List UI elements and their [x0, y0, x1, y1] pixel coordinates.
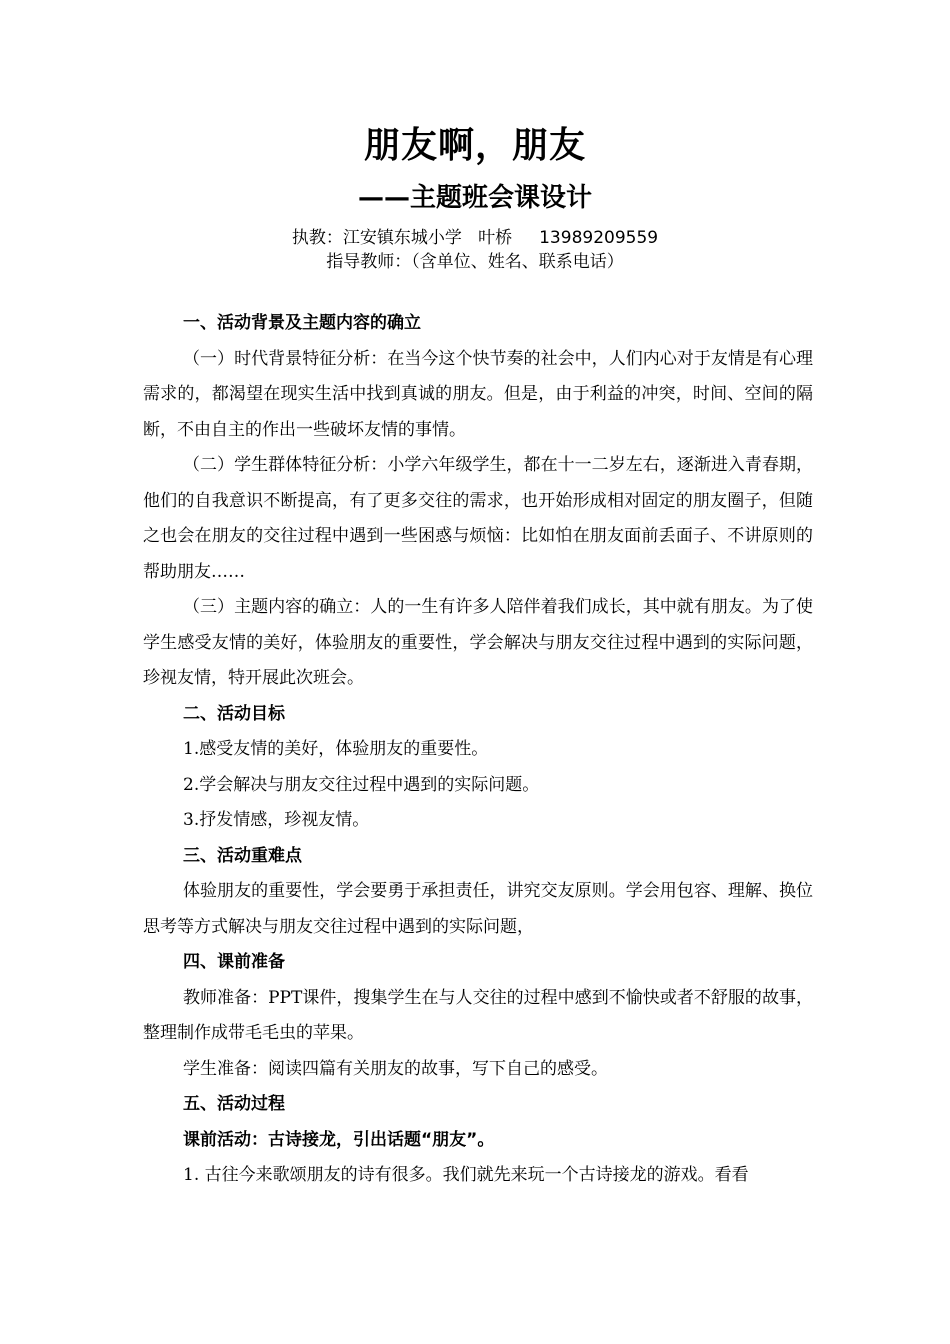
paragraph-student-analysis: （二）学生群体特征分析：小学六年级学生，都在十一二岁左右，逐渐进入青春期，他们的自我意识不断提高，有了更多交往的需求，也开始形成相对固定的朋友圈子，但随之也会在朋友的交往过程中遇到一些困惑与烦恼：比如怕在朋友面前丢面子、不讲原则的帮助朋友……: [143, 455, 813, 582]
advisor-line: 指导教师：（含单位、姓名、联系电话）: [326, 252, 624, 272]
paragraph-teacher-prep: 教师准备：PPT课件，搜集学生在与人交往的过程中感到不愉快或者不舒服的故事，整理制作成带毛毛虫的苹果。: [143, 987, 813, 1043]
document-title: 朋友啊，朋友: [363, 125, 586, 166]
paragraph-era-analysis: （一）时代背景特征分析：在当今这个快节奏的社会中，人们内心对于友情是有心理需求的，都渴望在现实生活中找到真诚的朋友。但是，由于利益的冲突，时间、空间的隔断，不由自主的作出一些破坏友情的事情。: [143, 348, 813, 440]
document-subtitle: ——主题班会课设计: [357, 183, 592, 213]
subheading-pre-class-activity: 课前活动：古诗接龙，引出话题“朋友”。: [183, 1129, 495, 1150]
paragraph-theme-establishment: （三）主题内容的确立：人的一生有许多人陪伴着我们成长，其中就有朋友。为了使学生感受友情的美好，体验朋友的重要性，学会解决与朋友交往过程中遇到的实际问题，珍视友情，特开展此次班会。: [143, 597, 813, 688]
goal-item-3: 3.抒发情感，珍视友情。: [183, 810, 370, 830]
section-heading-key-points: 三、活动重难点: [183, 845, 302, 866]
teacher-line: 执教：江安镇东城小学 叶桥 13989209559: [291, 228, 659, 248]
section-heading-process: 五、活动过程: [183, 1094, 285, 1114]
paragraph-key-points: 体验朋友的重要性，学会要勇于承担责任，讲究交友原则。学会用包容、理解、换位思考等方式解决与朋友交往过程中遇到的实际问题，: [143, 881, 813, 937]
paragraph-student-prep: 学生准备：阅读四篇有关朋友的故事，写下自己的感受。: [183, 1058, 608, 1079]
paragraph-process-step-1: 1. 古往今来歌颂朋友的诗有很多。我们就先来玩一个古诗接龙的游戏。看看: [183, 1165, 749, 1185]
section-heading-preparation: 四、课前准备: [183, 952, 285, 972]
document-body: [143, 306, 813, 1194]
goal-item-2: 2.学会解决与朋友交往过程中遇到的实际问题。: [183, 774, 540, 795]
section-heading-background: 一、活动背景及主题内容的确立: [183, 313, 421, 333]
goal-item-1: 1.感受友情的美好，体验朋友的重要性。: [183, 739, 489, 759]
section-heading-goals: 二、活动目标: [183, 703, 285, 724]
